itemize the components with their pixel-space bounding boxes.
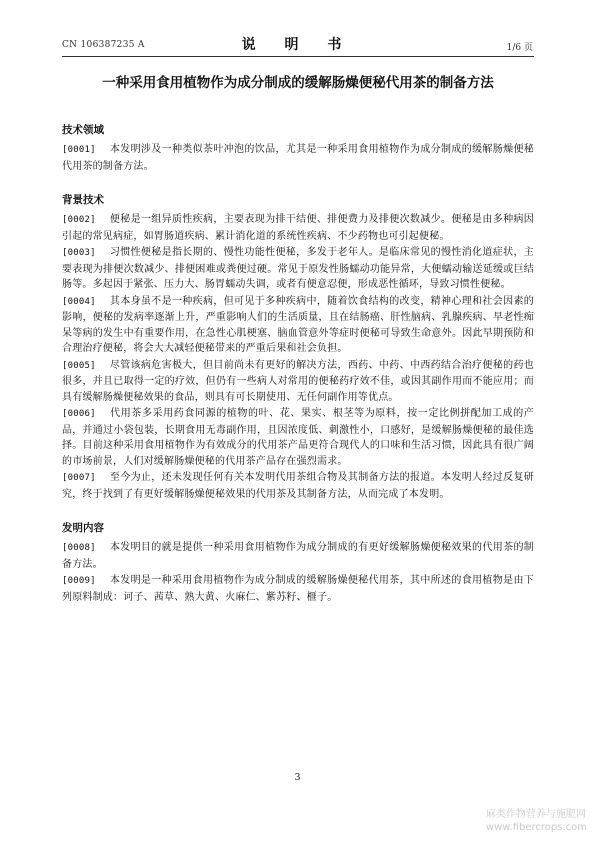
paragraph-number: [0009] bbox=[62, 576, 96, 586]
section-heading: 技术领域 bbox=[62, 124, 104, 136]
paragraph-text: 习惯性便秘是指长期的、慢性功能性便秘，多发于老年人。是临床常见的慢性消化道症状，主要表现为排便次数减少、排便困难或粪便过硬。常见于原发性肠蠕动功能异常，大便蠕动输送延缓或巨结肠等。多起因于紧张、压力大、肠胃蠕动失调，或者有便意忍便，形成恶性循环，导致习惯性便秘。 bbox=[62, 247, 534, 290]
section-heading: 背景技术 bbox=[62, 194, 104, 206]
page-header bbox=[0, 0, 595, 60]
page-number: 3 bbox=[294, 772, 301, 783]
paragraph bbox=[62, 245, 534, 293]
paragraph-number: [0006] bbox=[62, 409, 96, 419]
paragraph-text: 本发明目的就是提供一种采用食用植物作为成分制成的有更好缓解肠燥便秘效果的代用茶的制备方法。 bbox=[62, 542, 534, 570]
paragraph-text: 至今为止，还未发现任何有关本发明代用茶组合物及其制备方法的报道。本发明人经过反复研究，终于找到了有更好缓解肠燥便秘效果的代用茶及其制备方法，从而完成了本发明。 bbox=[62, 472, 534, 500]
paragraph bbox=[62, 212, 534, 244]
paragraph-number: [0008] bbox=[62, 543, 96, 553]
paragraph bbox=[62, 540, 534, 572]
patent-number: CN 106387235 A bbox=[62, 40, 145, 50]
paragraph-number: [0007] bbox=[62, 473, 96, 483]
paragraph-number: [0003] bbox=[62, 248, 96, 258]
section-heading: 发明内容 bbox=[62, 522, 104, 534]
watermark-url: www.fibercrops.com bbox=[485, 822, 587, 833]
paragraph bbox=[62, 406, 534, 469]
document-type: 说 明 书 bbox=[241, 37, 354, 53]
paragraph-number: [0004] bbox=[62, 296, 96, 307]
paragraph-number: [0002] bbox=[62, 215, 96, 225]
paragraph bbox=[62, 358, 534, 406]
paragraph-text: 本发明涉及一种类似茶叶冲泡的饮品，尤其是一种采用食用植物作为成分制成的缓解肠燥便秘代用茶的制备方法。 bbox=[62, 144, 534, 172]
paragraph bbox=[62, 470, 534, 502]
paragraph-number: [0001] bbox=[62, 145, 96, 155]
paragraph-text: 便秘是一组异质性疾病，主要表现为排干结便、排便费力及排便次数减少。便秘是由多种病因引起的常见病症，如胃肠道疾病、累计消化道的系统性疾病、不少药物也可引起便秘。 bbox=[62, 214, 534, 242]
paragraph-text: 本发明是一种采用食用植物作为成分制成的缓解肠燥便秘代用茶，其中所述的食用植物是由下列原料制成：诃子、茜草、熟大黄、火麻仁、紫苏籽、榧子。 bbox=[62, 575, 534, 603]
header-divider bbox=[62, 56, 534, 57]
watermark-site-name: 麻类作物营养与施肥网 bbox=[485, 809, 586, 820]
page-count: 1/6 页 bbox=[506, 43, 533, 53]
paragraph-text: 尽管该病危害极大，但目前尚未有更好的解决方法，西药、中药、中西药结合治疗便秘的药也很多，并且已取得一定的疗效，但仍有一些病人对常用的便秘药疗效不佳，或因其副作用而不能应用；而具有缓解肠燥便秘效果的食品，则具有可长期使用、无任何副作用等优点。 bbox=[62, 359, 534, 403]
document-title: 一种采用食用植物作为成分制成的缓解肠燥便秘代用茶的制备方法 bbox=[102, 75, 494, 91]
paragraph bbox=[62, 142, 534, 174]
watermark bbox=[486, 808, 587, 834]
paragraph-text: 其本身虽不是一种疾病，但可见于多种疾病中，随着饮食结构的改变，精神心理和社会因素的影响，便秘的发病率逐渐上升，严重影响人们的生活质量，且在结肠癌、肝性脑病、乳腺疾病、早老性痴呆等病的发生中有重要作用，在急性心肌梗塞、脑血管意外等症时便秘可导致生命意外。因此早期预防和合理治疗便秘，将会大大减轻便秘带来的严重后果和社会负担。 bbox=[62, 295, 534, 354]
paragraph-text: 代用茶多采用药食同源的植物的叶、花、果实、根茎等为原料，按一定比例拼配加工成的产品，并通过小袋包装，长期食用无毒副作用，且因浓度低、刺激性小，口感好，是缓解肠燥便秘的最佳选择。目前这种采用食用植物作为有效成分的代用茶产品更符合现代人的口味和生活习惯，因此具有很广阔的市场前景，人们对缓解肠燥便秘的代用茶产品存在强烈需求。 bbox=[62, 408, 534, 467]
paragraph-number: [0005] bbox=[62, 360, 96, 371]
document-body bbox=[62, 122, 534, 606]
paragraph bbox=[62, 573, 534, 605]
paragraph bbox=[62, 294, 534, 357]
